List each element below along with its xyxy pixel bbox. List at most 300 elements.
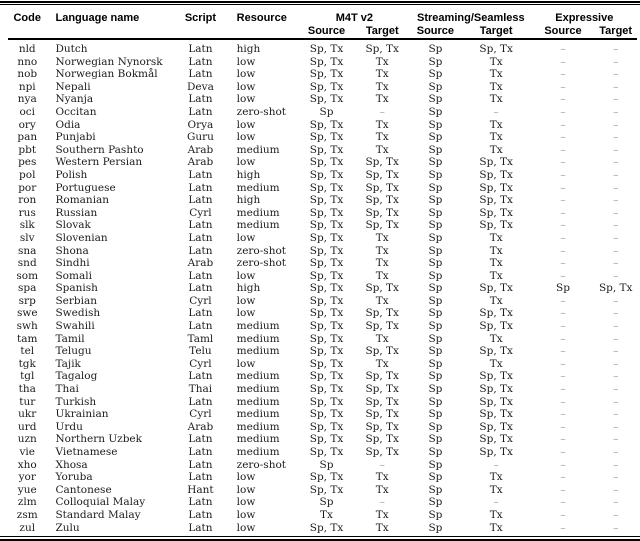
cell-expressive-target: – xyxy=(613,294,619,307)
cell-streaming-source: Sp xyxy=(428,131,443,144)
cell-code: npi xyxy=(18,80,36,93)
cell-script: Latn xyxy=(188,105,213,118)
cell-expressive-source: – xyxy=(560,395,566,408)
cell-language: Colloquial Malay xyxy=(55,496,146,509)
table-row xyxy=(8,257,637,270)
header-language-name: Language name xyxy=(55,12,140,24)
cell-m4t-source: Sp, Tx xyxy=(309,370,344,383)
cell-m4t-target: Tx xyxy=(375,521,389,534)
cell-expressive-target: – xyxy=(613,269,619,282)
cell-language: Swahili xyxy=(55,320,95,333)
cell-script: Latn xyxy=(188,43,213,55)
cell-streaming-source: Sp xyxy=(428,93,443,106)
table-row xyxy=(8,270,637,283)
cell-expressive-source: – xyxy=(560,244,566,257)
cell-expressive-source: – xyxy=(560,156,566,169)
cell-script: Latn xyxy=(188,433,213,446)
table-row xyxy=(8,144,637,157)
cell-m4t-source: Sp, Tx xyxy=(309,43,344,55)
cell-streaming-source: Sp xyxy=(428,458,443,471)
cell-resource: zero-shot xyxy=(236,458,286,471)
cell-code: zlm xyxy=(17,496,37,509)
cell-script: Cyrl xyxy=(189,294,212,307)
cell-m4t-source: Sp, Tx xyxy=(309,420,344,433)
cell-m4t-target: Tx xyxy=(375,269,389,282)
cell-resource: medium xyxy=(236,420,280,433)
cell-resource: high xyxy=(236,282,261,295)
table-row xyxy=(8,446,637,459)
cell-script: Latn xyxy=(188,395,213,408)
table-row xyxy=(8,93,637,106)
cell-expressive-source: – xyxy=(560,257,566,270)
cell-streaming-source: Sp xyxy=(428,105,443,118)
cell-streaming-target: Tx xyxy=(489,521,503,534)
cell-expressive-source: – xyxy=(560,521,566,534)
cell-streaming-source: Sp xyxy=(428,370,443,383)
cell-code: tur xyxy=(19,395,36,408)
cell-language: Romanian xyxy=(55,194,110,207)
cell-m4t-target: Sp, Tx xyxy=(365,156,399,169)
cell-expressive-target: – xyxy=(613,307,619,320)
cell-expressive-source: – xyxy=(560,483,566,496)
cell-expressive-target: – xyxy=(613,345,619,358)
cell-script: Latn xyxy=(188,181,213,194)
cell-streaming-target: Tx xyxy=(489,483,503,496)
cell-m4t-source: Sp xyxy=(319,496,334,509)
cell-script: Latn xyxy=(188,93,213,106)
cell-expressive-target: – xyxy=(613,231,619,244)
cell-language: Tagalog xyxy=(55,370,98,383)
cell-script: Arab xyxy=(187,257,214,270)
table-row xyxy=(8,131,637,144)
cell-expressive-source: – xyxy=(560,206,566,219)
table-row xyxy=(8,169,637,182)
cell-streaming-target: Sp, Tx xyxy=(479,168,513,181)
cell-script: Orya xyxy=(187,118,214,131)
cell-expressive-target: – xyxy=(613,446,619,458)
cell-resource: low xyxy=(236,508,256,521)
cell-streaming-target: – xyxy=(493,496,499,509)
cell-language: Portuguese xyxy=(55,181,116,194)
cell-code: nob xyxy=(17,68,38,81)
cell-code: tgl xyxy=(20,370,35,383)
cell-expressive-source: – xyxy=(560,332,566,345)
table-row xyxy=(8,282,637,295)
cell-expressive-source: – xyxy=(560,408,566,421)
cell-resource: medium xyxy=(236,370,280,383)
cell-language: Slovenian xyxy=(55,231,108,244)
cell-m4t-source: Sp, Tx xyxy=(309,471,344,484)
cell-m4t-target: Tx xyxy=(375,357,389,370)
table-row xyxy=(8,68,637,81)
cell-m4t-source: Sp, Tx xyxy=(309,68,344,81)
cell-language: Dutch xyxy=(55,43,88,55)
cell-expressive-target: – xyxy=(613,68,619,81)
language-support-table xyxy=(8,5,637,536)
cell-script: Latn xyxy=(188,231,213,244)
cell-m4t-source: Sp, Tx xyxy=(309,345,344,358)
cell-m4t-target: Tx xyxy=(375,471,389,484)
cell-script: Latn xyxy=(188,282,213,295)
header-group-expressive: Expressive xyxy=(555,12,614,24)
cell-script: Latn xyxy=(188,55,213,68)
cell-script: Cyrl xyxy=(189,357,212,370)
cell-m4t-source: Sp, Tx xyxy=(309,219,344,232)
cell-script: Latn xyxy=(188,168,213,181)
cell-streaming-source: Sp xyxy=(428,332,443,345)
cell-expressive-source: – xyxy=(560,105,566,118)
cell-language: Northern Uzbek xyxy=(55,433,143,446)
cell-m4t-source: Sp, Tx xyxy=(309,55,344,68)
cell-m4t-target: Tx xyxy=(375,118,389,131)
cell-expressive-source: – xyxy=(560,383,566,396)
cell-streaming-target: Tx xyxy=(489,80,503,93)
cell-expressive-target: – xyxy=(613,105,619,118)
cell-streaming-source: Sp xyxy=(428,408,443,421)
cell-streaming-source: Sp xyxy=(428,219,443,232)
cell-expressive-source: – xyxy=(560,471,566,484)
cell-expressive-source: – xyxy=(560,55,566,68)
table-row xyxy=(8,219,637,232)
cell-expressive-source: – xyxy=(560,496,566,509)
cell-streaming-source: Sp xyxy=(428,118,443,131)
cell-m4t-source: Sp, Tx xyxy=(309,181,344,194)
cell-streaming-source: Sp xyxy=(428,156,443,169)
cell-streaming-source: Sp xyxy=(428,446,443,458)
cell-code: tgk xyxy=(18,357,36,370)
cell-m4t-target: Sp, Tx xyxy=(365,181,399,194)
cell-expressive-source: – xyxy=(560,143,566,156)
cell-code: snd xyxy=(17,257,37,270)
cell-code: ron xyxy=(18,194,37,207)
table-row xyxy=(8,320,637,333)
cell-streaming-target: Tx xyxy=(489,55,503,68)
cell-expressive-target: – xyxy=(613,143,619,156)
cell-code: yor xyxy=(18,471,36,484)
cell-language: Slovak xyxy=(55,219,91,232)
cell-script: Cyrl xyxy=(189,206,212,219)
cell-code: spa xyxy=(18,282,37,295)
cell-streaming-source: Sp xyxy=(428,433,443,446)
cell-resource: medium xyxy=(236,446,280,458)
table-row xyxy=(8,295,637,308)
cell-expressive-source: – xyxy=(560,131,566,144)
cell-expressive-target: – xyxy=(613,383,619,396)
cell-streaming-target: Sp, Tx xyxy=(479,206,513,219)
cell-resource: low xyxy=(236,307,256,320)
cell-expressive-target: – xyxy=(613,80,619,93)
cell-resource: medium xyxy=(236,219,280,232)
table-row xyxy=(8,358,637,371)
cell-expressive-target: – xyxy=(613,156,619,169)
cell-resource: low xyxy=(236,294,256,307)
cell-code: tam xyxy=(17,332,38,345)
cell-streaming-source: Sp xyxy=(428,420,443,433)
cell-m4t-target: Sp, Tx xyxy=(365,219,399,232)
cell-streaming-target: Sp, Tx xyxy=(479,320,513,333)
table-row xyxy=(8,471,637,484)
cell-streaming-target: Sp, Tx xyxy=(479,433,513,446)
cell-streaming-source: Sp xyxy=(428,194,443,207)
cell-expressive-target: – xyxy=(613,420,619,433)
cell-code: tel xyxy=(20,345,35,358)
cell-expressive-source: – xyxy=(560,118,566,131)
table-header xyxy=(8,5,637,39)
cell-resource: low xyxy=(236,68,256,81)
cell-resource: medium xyxy=(236,345,280,358)
table-row xyxy=(8,522,637,537)
cell-code: xho xyxy=(17,458,37,471)
cell-resource: medium xyxy=(236,181,280,194)
cell-expressive-target: – xyxy=(613,433,619,446)
cell-streaming-target: Sp, Tx xyxy=(479,446,513,458)
cell-code: urd xyxy=(17,420,37,433)
cell-expressive-target: – xyxy=(613,458,619,471)
cell-streaming-target: Sp, Tx xyxy=(479,282,513,295)
cell-expressive-source: – xyxy=(560,93,566,106)
cell-resource: medium xyxy=(236,433,280,446)
cell-m4t-target: Tx xyxy=(375,80,389,93)
cell-streaming-source: Sp xyxy=(428,307,443,320)
cell-streaming-source: Sp xyxy=(428,471,443,484)
cell-script: Latn xyxy=(188,194,213,207)
cell-m4t-target: Sp, Tx xyxy=(365,206,399,219)
cell-streaming-target: Sp, Tx xyxy=(479,383,513,396)
cell-expressive-source: – xyxy=(560,68,566,81)
cell-expressive-target: – xyxy=(613,219,619,232)
cell-language: Somali xyxy=(55,269,92,282)
cell-script: Latn xyxy=(188,320,213,333)
cell-expressive-target: – xyxy=(613,483,619,496)
cell-m4t-target: Sp, Tx xyxy=(365,420,399,433)
cell-code: zul xyxy=(19,521,36,534)
cell-resource: high xyxy=(236,43,261,55)
cell-streaming-target: Tx xyxy=(489,131,503,144)
cell-language: Southern Pashto xyxy=(55,143,144,156)
cell-expressive-target: – xyxy=(613,320,619,333)
cell-streaming-target: – xyxy=(493,458,499,471)
cell-code: srp xyxy=(18,294,36,307)
cell-code: ory xyxy=(18,118,36,131)
cell-expressive-target: – xyxy=(613,257,619,270)
cell-resource: low xyxy=(236,357,256,370)
cell-resource: low xyxy=(236,131,256,144)
cell-streaming-source: Sp xyxy=(428,257,443,270)
cell-m4t-source: Sp, Tx xyxy=(309,395,344,408)
cell-code: swh xyxy=(16,320,38,333)
table-row xyxy=(8,370,637,383)
cell-expressive-target: – xyxy=(613,395,619,408)
cell-streaming-target: Tx xyxy=(489,269,503,282)
cell-m4t-target: Tx xyxy=(375,257,389,270)
cell-m4t-source: Sp, Tx xyxy=(309,383,344,396)
cell-resource: high xyxy=(236,194,261,207)
cell-expressive-target: – xyxy=(613,496,619,509)
table-row xyxy=(8,207,637,220)
cell-code: uzn xyxy=(17,433,37,446)
cell-language: Swedish xyxy=(55,307,101,320)
cell-streaming-source: Sp xyxy=(428,80,443,93)
cell-streaming-source: Sp xyxy=(428,282,443,295)
cell-expressive-target: – xyxy=(613,181,619,194)
cell-expressive-source: – xyxy=(560,43,566,55)
cell-resource: medium xyxy=(236,206,280,219)
cell-expressive-target: – xyxy=(613,93,619,106)
cell-streaming-target: Sp, Tx xyxy=(479,194,513,207)
header-streaming-target: Target xyxy=(479,25,513,37)
cell-resource: medium xyxy=(236,395,280,408)
cell-code: sna xyxy=(18,244,37,257)
cell-expressive-source: – xyxy=(560,345,566,358)
cell-m4t-target: Tx xyxy=(375,244,389,257)
cell-language: Xhosa xyxy=(55,458,88,471)
cell-expressive-source: – xyxy=(560,357,566,370)
cell-streaming-source: Sp xyxy=(428,55,443,68)
cell-expressive-source: – xyxy=(560,420,566,433)
cell-m4t-source: Sp, Tx xyxy=(309,320,344,333)
cell-expressive-source: – xyxy=(560,294,566,307)
cell-resource: zero-shot xyxy=(236,105,286,118)
cell-m4t-source: Sp, Tx xyxy=(309,332,344,345)
cell-expressive-source: – xyxy=(560,80,566,93)
cell-language: Turkish xyxy=(55,395,97,408)
cell-streaming-target: – xyxy=(493,105,499,118)
table-row xyxy=(8,509,637,522)
cell-m4t-source: Sp, Tx xyxy=(309,143,344,156)
cell-language: Thai xyxy=(55,383,79,396)
cell-streaming-target: Sp, Tx xyxy=(479,43,513,55)
cell-streaming-source: Sp xyxy=(428,521,443,534)
cell-resource: medium xyxy=(236,143,280,156)
cell-expressive-source: – xyxy=(560,168,566,181)
cell-resource: low xyxy=(236,471,256,484)
cell-resource: low xyxy=(236,269,256,282)
cell-expressive-source: – xyxy=(560,181,566,194)
cell-expressive-source: – xyxy=(560,458,566,471)
cell-streaming-source: Sp xyxy=(428,168,443,181)
cell-script: Latn xyxy=(188,307,213,320)
cell-code: por xyxy=(18,181,37,194)
cell-m4t-target: Tx xyxy=(375,483,389,496)
cell-script: Arab xyxy=(187,420,214,433)
cell-expressive-source: – xyxy=(560,508,566,521)
table-row xyxy=(8,232,637,245)
cell-m4t-source: Sp, Tx xyxy=(309,257,344,270)
cell-resource: low xyxy=(236,231,256,244)
cell-streaming-source: Sp xyxy=(428,43,443,55)
cell-m4t-target: Sp, Tx xyxy=(365,395,399,408)
cell-streaming-target: Tx xyxy=(489,332,503,345)
cell-m4t-source: Tx xyxy=(320,508,333,521)
cell-expressive-source: Sp xyxy=(556,282,570,295)
cell-language: Norwegian Nynorsk xyxy=(55,55,163,68)
cell-script: Guru xyxy=(186,131,214,144)
cell-script: Latn xyxy=(188,471,213,484)
cell-m4t-source: Sp, Tx xyxy=(309,294,344,307)
cell-expressive-target: – xyxy=(613,43,619,55)
header-expressive-target: Target xyxy=(599,25,633,37)
cell-m4t-target: Sp, Tx xyxy=(365,433,399,446)
cell-m4t-target: Tx xyxy=(375,231,389,244)
cell-m4t-target: Sp, Tx xyxy=(365,282,399,295)
cell-m4t-target: Sp, Tx xyxy=(365,345,399,358)
cell-language: Yoruba xyxy=(55,471,93,484)
cell-language: Zulu xyxy=(55,521,80,534)
cell-language: Shona xyxy=(55,244,89,257)
cell-code: som xyxy=(16,269,39,282)
cell-streaming-source: Sp xyxy=(428,206,443,219)
cell-expressive-source: – xyxy=(560,269,566,282)
cell-m4t-source: Sp, Tx xyxy=(309,269,344,282)
cell-script: Telu xyxy=(189,345,212,358)
cell-script: Thai xyxy=(188,383,213,396)
cell-script: Latn xyxy=(188,496,213,509)
cell-resource: medium xyxy=(236,332,280,345)
cell-m4t-source: Sp, Tx xyxy=(309,131,344,144)
header-m4t-target: Target xyxy=(365,25,399,37)
cell-streaming-target: Tx xyxy=(489,471,503,484)
cell-streaming-target: Tx xyxy=(489,143,503,156)
cell-expressive-target: – xyxy=(613,471,619,484)
cell-m4t-source: Sp, Tx xyxy=(309,231,344,244)
cell-m4t-target: Sp, Tx xyxy=(365,43,399,55)
cell-streaming-source: Sp xyxy=(428,345,443,358)
header-script: Script xyxy=(184,12,217,24)
cell-code: tha xyxy=(18,383,36,396)
cell-m4t-target: Sp, Tx xyxy=(365,168,399,181)
cell-code: nya xyxy=(17,93,37,106)
table-body xyxy=(8,39,637,536)
cell-expressive-target: – xyxy=(613,131,619,144)
cell-code: vie xyxy=(19,446,35,458)
cell-m4t-source: Sp, Tx xyxy=(309,194,344,207)
cell-code: pes xyxy=(18,156,37,169)
table-row xyxy=(8,56,637,69)
cell-streaming-source: Sp xyxy=(428,320,443,333)
cell-streaming-target: Tx xyxy=(489,257,503,270)
cell-expressive-target: – xyxy=(613,168,619,181)
cell-code: pol xyxy=(19,168,36,181)
cell-language: Nepali xyxy=(55,80,91,93)
cell-streaming-target: Tx xyxy=(489,508,503,521)
cell-language: Punjabi xyxy=(55,131,96,144)
cell-m4t-target: Sp, Tx xyxy=(365,446,399,458)
cell-m4t-target: Tx xyxy=(375,508,389,521)
cell-m4t-source: Sp, Tx xyxy=(309,168,344,181)
header-streaming-source: Source xyxy=(416,25,455,37)
cell-expressive-target: – xyxy=(613,332,619,345)
cell-m4t-source: Sp xyxy=(319,105,334,118)
table-row xyxy=(8,182,637,195)
cell-streaming-source: Sp xyxy=(428,143,443,156)
cell-m4t-source: Sp, Tx xyxy=(309,357,344,370)
header-group-streaming-seamless: Streaming/Seamless xyxy=(417,12,525,24)
table-row xyxy=(8,156,637,169)
cell-streaming-source: Sp xyxy=(428,244,443,257)
cell-streaming-target: Sp, Tx xyxy=(479,395,513,408)
cell-language: Nyanja xyxy=(55,93,94,106)
cell-code: slv xyxy=(19,231,35,244)
cell-m4t-target: – xyxy=(379,105,385,118)
table-row xyxy=(8,396,637,409)
table-row xyxy=(8,345,637,358)
cell-resource: zero-shot xyxy=(236,244,286,257)
table-row xyxy=(8,307,637,320)
cell-streaming-source: Sp xyxy=(428,508,443,521)
cell-language: Urdu xyxy=(55,420,83,433)
cell-m4t-target: Tx xyxy=(375,131,389,144)
cell-language: Cantonese xyxy=(55,483,112,496)
